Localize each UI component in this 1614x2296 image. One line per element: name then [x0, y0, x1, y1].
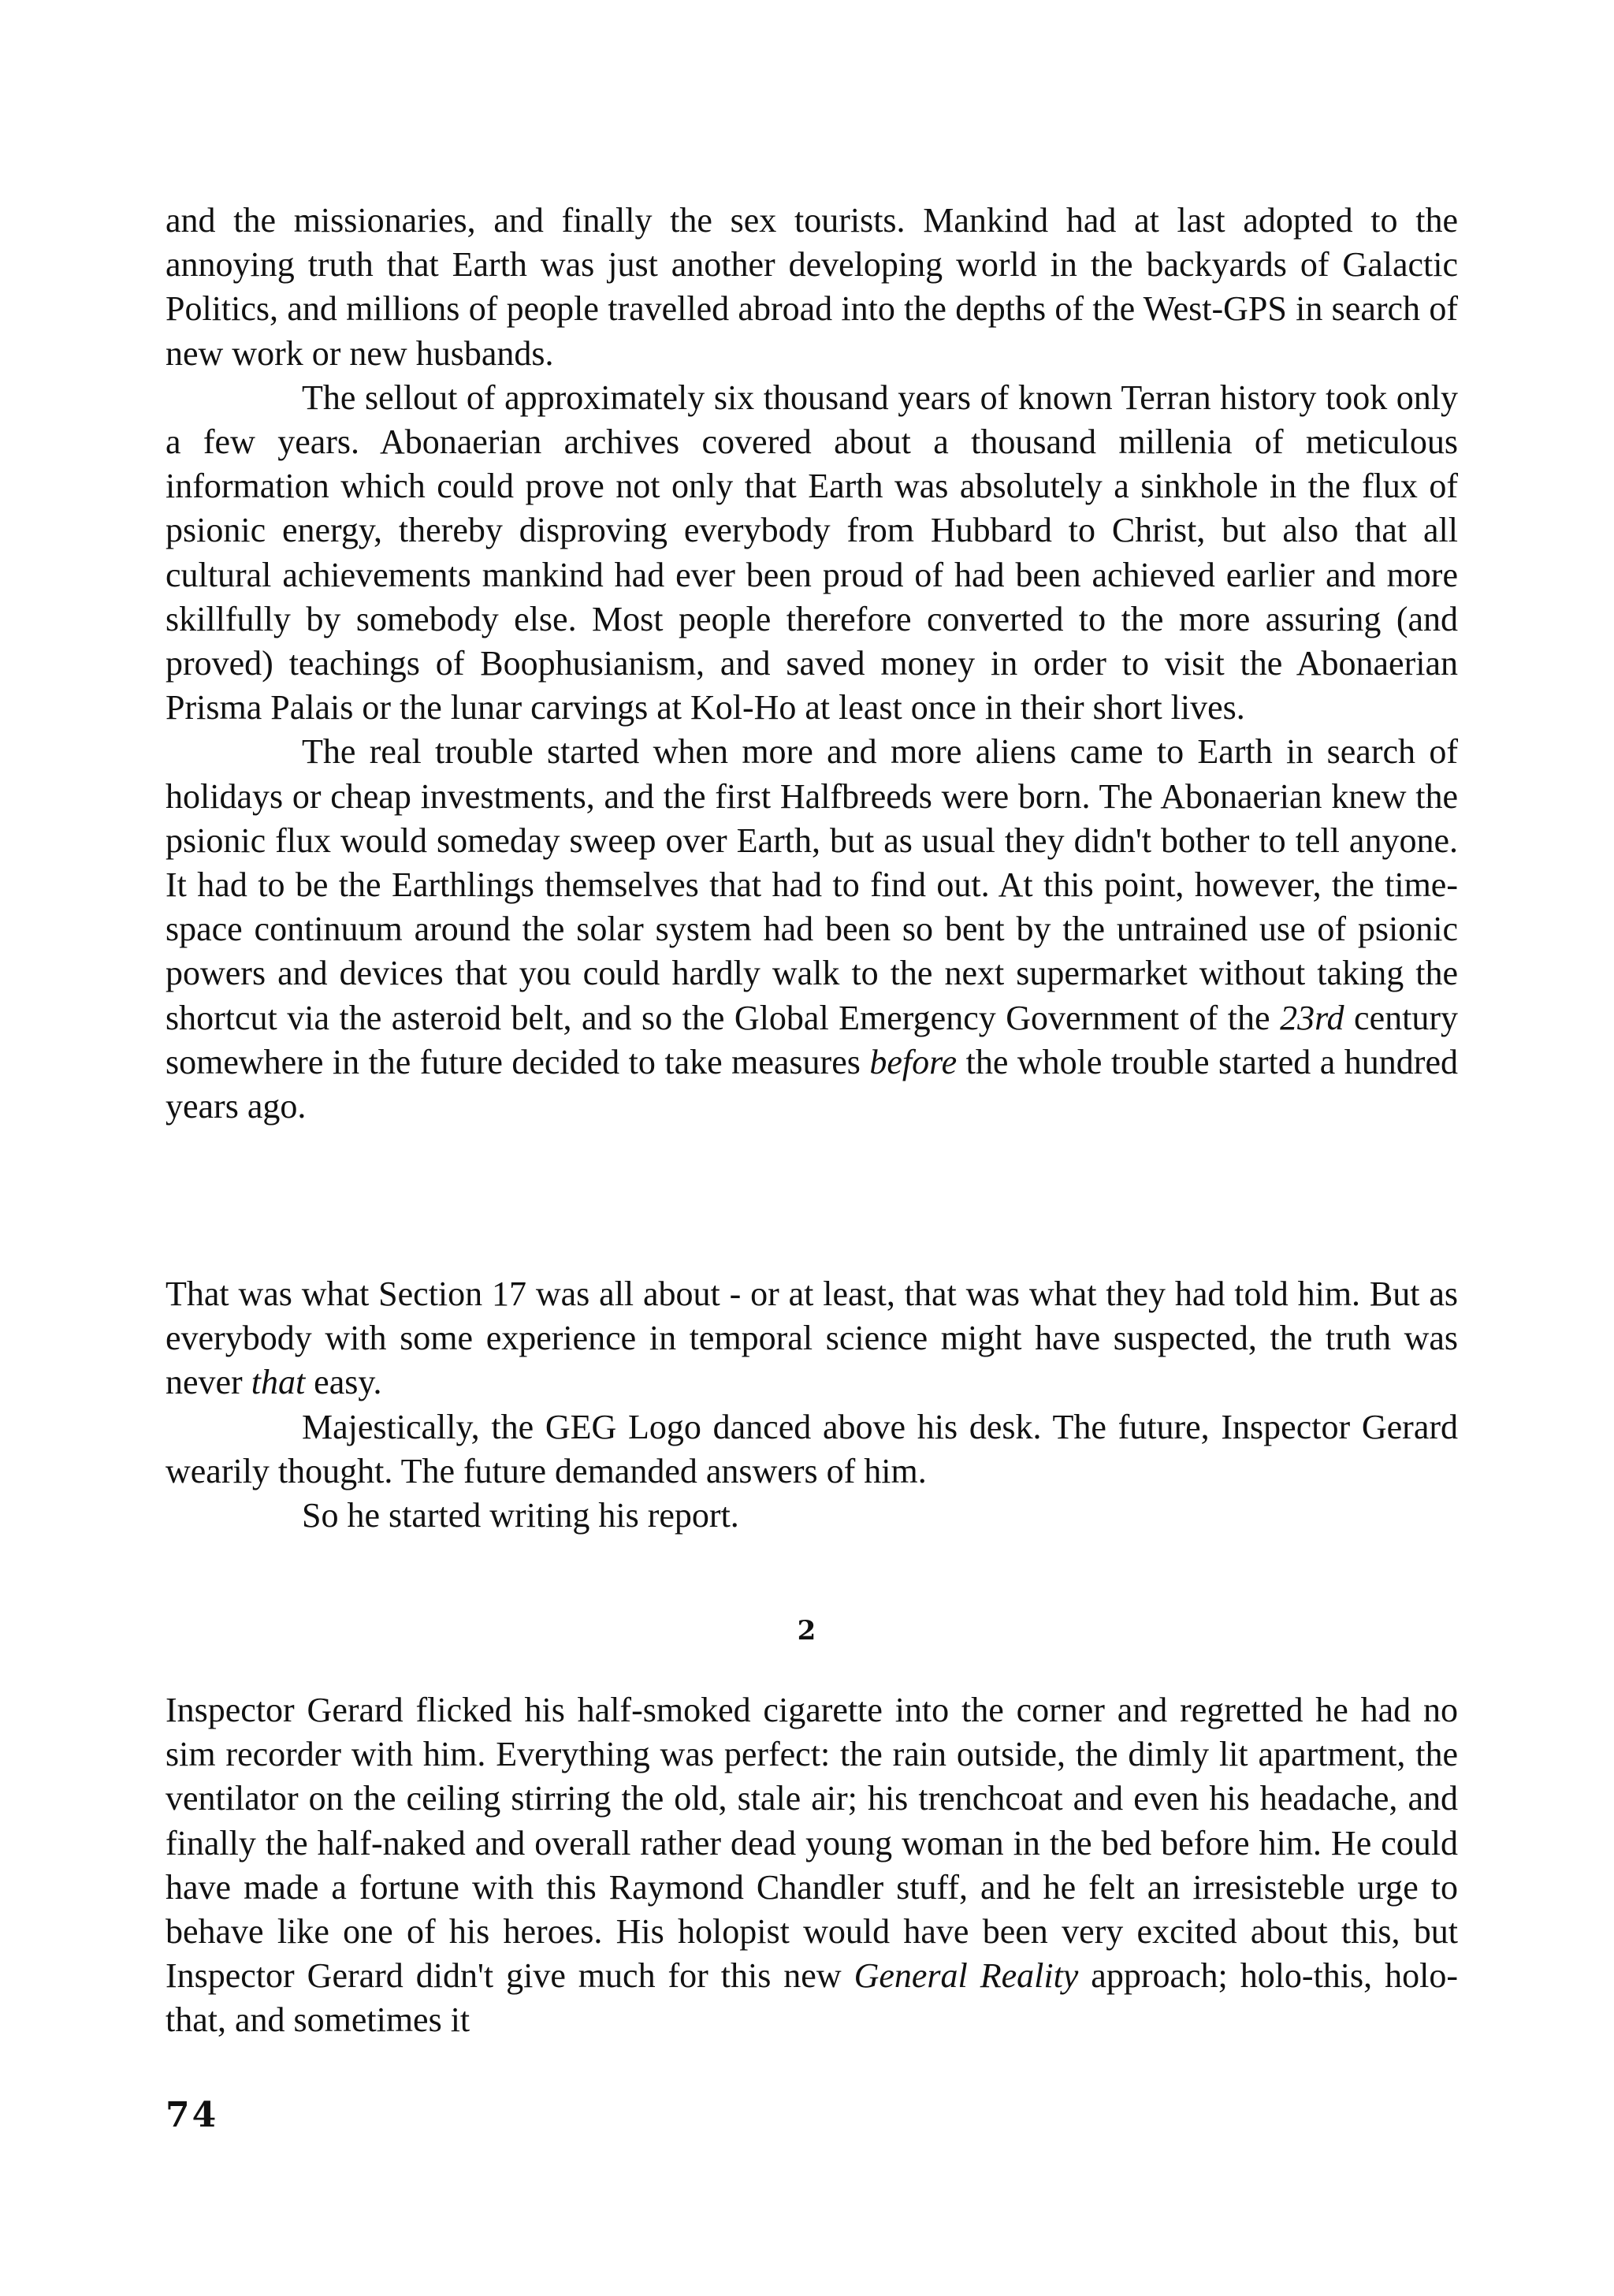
body-text-section-2 — [165, 1272, 1458, 1538]
paragraph-4-text-a: That was what Section 17 was all about - or at least, that was what they had told him. But as everybody with some experience in temporal science might have suspected, the truth was never — [165, 1275, 1458, 1402]
body-text-section-1 — [165, 199, 1458, 1129]
page-number: 74 — [165, 2095, 219, 2135]
paragraph-3-text-a: The real trouble started when more and more aliens came to Earth in search of holidays or cheap investments, and the first Halfbreeds were born. The Abonaerian knew the psionic flux would someday sweep over Earth, but as usual they didn't bother to tell anyone. It had to be the Earthlings themselves that had to find out. At this point, however, the time-space continuum around the solar system had been so bent by the untrained use of psionic powers and devices that you could hardly walk to the next supermarket without taking the shortcut via the asteroid belt, and so the Global Emergency Government of the — [165, 732, 1458, 1037]
paragraph-7 — [165, 1688, 1458, 2043]
paragraph-2: The sellout of approximately six thousand years of known Terran history took only a few years. Abonaerian archives covered about a thousand millenia of meticulous information which could prove not only that Earth was absolutely a sinkhole in the flux of psionic energy, thereby disproving everybody from Hubbard to Christ, but also that all cultural achievements mankind had ever been proud of had been achieved earlier and more skillfully by somebody else. Most people therefore converted to the more assuring (and proved) teachings of Boophusianism, and saved money in order to visit the Abonaerian Prisma Palais or the lunar carvings at Kol-Ho at least once in their short lives. — [165, 378, 1458, 728]
chapter-number: 2 — [797, 1615, 817, 1647]
paragraph-3-text-b: century somewhere in the future decided to take measures — [165, 998, 1458, 1081]
paragraph-7-text-a: Inspector Gerard flicked his half-smoked cigarette into the corner and regretted he had no sim recorder with him. Everything was perfect: the rain outside, the dimly lit apartment, the ventilator on the ceiling stirring the old, stale air; his trenchcoat and even his headache, and finally the half-naked and overall rather dead young woman in the bed before him. He could have made a fortune with this Raymond Chandler stuff, and he felt an irresisteble urge to behave like one of his heroes. His holopist would have been very excited about this, but Inspector Gerard didn't give much for this new — [165, 1691, 1458, 1996]
paragraph-3-text-c: the whole trouble started a hundred years ago. — [165, 1042, 1458, 1126]
paragraph-3-italic-before: before — [869, 1042, 958, 1081]
paragraph-4-text-b: easy. — [305, 1363, 382, 1402]
paragraph-3 — [165, 730, 1458, 1129]
paragraph-5: Majestically, the GEG Logo danced above his desk. The future, Inspector Gerard wearily thought. The future demanded answers of him. — [165, 1407, 1458, 1490]
paragraph-3-italic-23rd: 23rd — [1280, 998, 1344, 1037]
paragraph-7-italic-general-reality: General Reality — [853, 1956, 1079, 1996]
paragraph-4-italic-that: that — [251, 1363, 306, 1402]
body-text-section-3 — [165, 1688, 1458, 2043]
paragraph-7-text-b: approach; holo-this, holo-that, and sometimes it — [165, 1956, 1458, 2040]
paragraph-1: and the missionaries, and finally the sex tourists. Mankind had at last adopted to the annoying truth that Earth was just another developing world in the backyards of Galactic Politics, and millions of people travelled abroad into the depths of the West-GPS in search of new work or new husbands. — [165, 201, 1458, 373]
paragraph-6: So he started writing his report. — [302, 1496, 739, 1535]
paragraph-4 — [165, 1272, 1458, 1405]
